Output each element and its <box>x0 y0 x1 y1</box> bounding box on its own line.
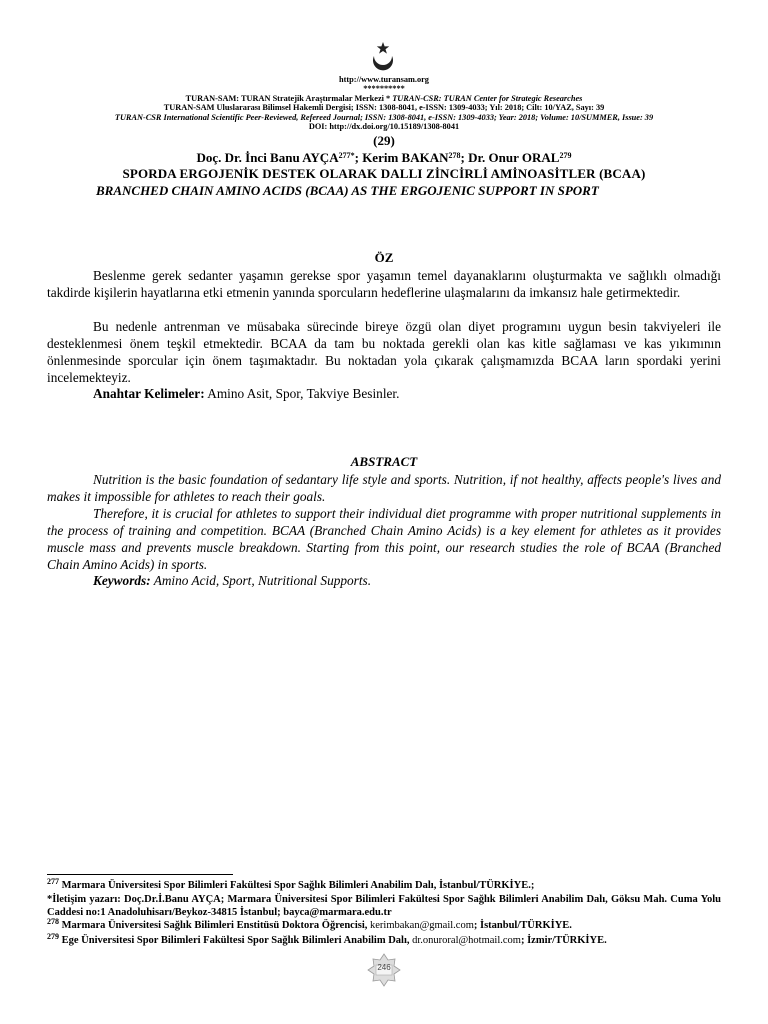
abstract-paragraph-2-text: Therefore, it is crucial for athletes to support their individual diet programme with proper nutritional supplements in the process of training and competition. BCAA (Branched Chain Amino Acids) is a key element for athletes as it provides muscle mass and prevents muscle breakdown. Starting from this point, our research studies the role of BCAA (Branched Chain Amino Acids) in sports. <box>47 506 721 572</box>
author-3: Dr. Onur ORAL <box>468 150 560 165</box>
header-doi: DOI: http://dx.doi.org/10.15189/1308-8041 <box>308 122 460 132</box>
footnote-278-end: ; İstanbul/TÜRKİYE. <box>473 920 572 931</box>
page-number: 246 <box>377 963 391 972</box>
abstract-keywords-text: Amino Acid, Sport, Nutritional Supports. <box>150 573 372 588</box>
title-turkish: SPORDA ERGOJENİK DESTEK OLARAK DALLI ZİNCİRLİ AMİNOASİTLER (BCAA) <box>122 166 646 181</box>
header-line-1 <box>0 94 768 103</box>
footnote-279-number: 279 <box>47 932 59 941</box>
oz-paragraph-1-text: Beslenme gerek sedanter yaşamın gerekse spor yaşamın temel dayanaklarını oluşturmakta ve sağlıklı olmadığı takdirde kişilerin hayatlarına etki etmenin yanında sporcuların hedeflerine ulaşmalarını da imkansız hale getirmektedir. <box>47 268 721 300</box>
abstract-paragraph-1 <box>47 471 721 505</box>
abstract-keywords <box>47 572 721 589</box>
author-1-footnote-ref: 277* <box>338 151 355 160</box>
oz-paragraph-2 <box>47 318 721 386</box>
author-separator: ; <box>460 150 469 165</box>
footnote-278-text: Marmara Üniversitesi Sağlık Bilimleri Enstitüsü Doktora Öğrencisi, <box>59 920 371 931</box>
footnote-277 <box>47 879 721 892</box>
author-2-footnote-ref: 278 <box>448 151 461 160</box>
authors-line <box>0 150 768 166</box>
header-line-3: TURAN-CSR International Scientific Peer-Reviewed, Refereed Journal; ISSN: 1308-8041, e-ISSN: 1309-4033; Year: 2018; Volume: 10/SUMMER, Issue: 39 <box>114 112 654 122</box>
footnote-279-end: ; İzmir/TÜRKİYE. <box>520 935 607 946</box>
article-number: (29) <box>373 133 395 148</box>
journal-header <box>0 75 768 131</box>
abstract-paragraph-1-text: Nutrition is the basic foundation of sedantary life style and sports. Nutrition, if not healthy, affects people's lives and makes it impossible for athletes to reach their goals. <box>47 472 721 504</box>
header-line-2: TURAN-SAM Uluslararası Bilimsel Hakemli Dergisi; ISSN: 1308-8041, e-ISSN: 1309-4033; Yıl: 2018; Cilt: 10/YAZ, Sayı: 39 <box>163 103 605 113</box>
oz-keywords-text: Amino Asit, Spor, Takviye Besinler. <box>204 386 400 401</box>
footnote-277-text: Marmara Üniversitesi Spor Bilimleri Fakültesi Spor Sağlık Bilimleri Anabilim Dalı, İstanbul/TÜRKİYE.; <box>59 880 535 891</box>
footnote-279-email[interactable]: dr.onuroral@hotmail.com <box>412 935 521 946</box>
page-number-badge <box>367 953 401 987</box>
footnote-278-number: 278 <box>47 917 59 926</box>
footnote-277-number: 277 <box>47 877 59 886</box>
abstract-paragraph-2 <box>47 505 721 573</box>
abstract-keywords-label: Keywords: <box>93 573 151 588</box>
oz-paragraph-1 <box>47 267 721 301</box>
author-3-footnote-ref: 279 <box>559 151 572 160</box>
footnote-separator <box>47 874 233 875</box>
header-stars: ********** <box>363 84 405 94</box>
oz-keywords-label: Anahtar Kelimeler: <box>93 386 205 401</box>
journal-url: http://www.turansam.org <box>339 75 429 84</box>
author-separator: ; <box>354 150 363 165</box>
title-english: BRANCHED CHAIN AMINO ACIDS (BCAA) AS THE ERGOJENIC SUPPORT IN SPORT <box>96 183 599 198</box>
header-line-1-en: TURAN-CSR: TURAN Center for Strategic Researches <box>392 93 583 103</box>
footnote-279-text: Ege Üniversitesi Spor Bilimleri Fakültesi Spor Sağlık Bilimleri Anabilim Dalı, <box>59 935 413 946</box>
oz-keywords <box>47 385 721 402</box>
author-2: Kerim BAKAN <box>362 150 449 165</box>
footnote-corresponding-author: *İletişim yazarı: Doç.Dr.İ.Banu AYÇA; Marmara Üniversitesi Spor Bilimleri Fakültesi Spor Sağlık Bilimleri Anabilim Dalı, Göksu Mah. Cuma Yolu Caddesi no:1 Anadoluhisarı/Beykoz-34815 İstanbul; bayca@marmara.edu.tr <box>47 894 721 918</box>
footnote-279 <box>47 934 721 947</box>
abstract-heading: ABSTRACT <box>350 454 418 469</box>
journal-logo-crescent-icon <box>369 40 397 74</box>
footnote-278 <box>47 919 721 932</box>
header-line-1-tr: TURAN-SAM: TURAN Stratejik Araştırmalar Merkezi * <box>185 93 393 103</box>
author-1: Doç. Dr. İnci Banu AYÇA <box>196 150 339 165</box>
footnote-278-email[interactable]: kerimbakan@gmail.com <box>370 920 474 931</box>
oz-heading: ÖZ <box>374 250 394 265</box>
oz-paragraph-2-text: Bu nedenle antrenman ve müsabaka sürecinde bireye özgü olan diyet programını uygun besin takviyeleri ile desteklenmesi önem teşkil etmektedir. BCAA da tam bu noktada gerekli olan kas kitle sağlaması ve kas yıkımının önlenmesinde sporcular için önem taşımaktadır. Bu noktadan yola çıkarak çalışmamızda BCAA ların spordaki yerini incelemekteyiz. <box>47 319 721 385</box>
